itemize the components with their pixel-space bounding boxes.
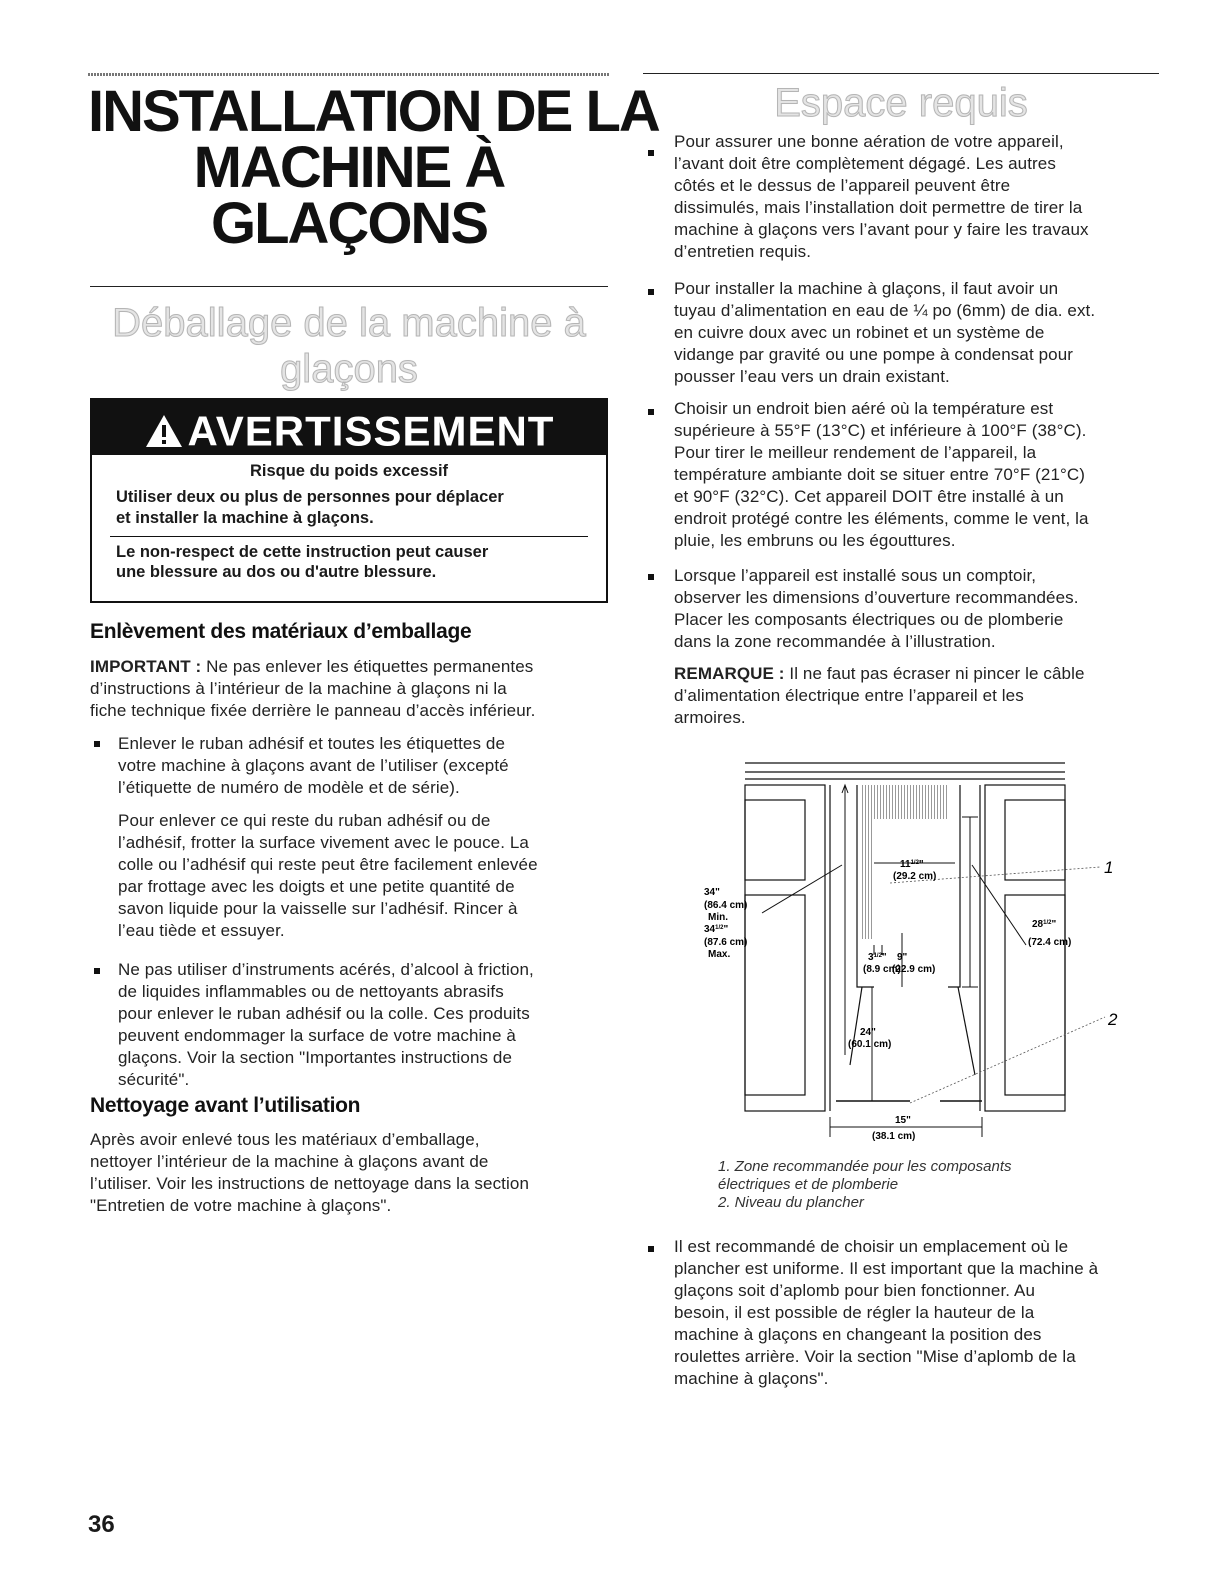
legend-item-1-cont: électriques et de plomberie (718, 1176, 899, 1193)
bullet-line: besoin, il est possible de régler la hauteur de la (674, 1303, 1035, 1322)
paragraph-line: savon liquide pour la vaisselle sur l’adhésif. Rincer à (118, 899, 518, 918)
important-line-2: d’instructions à l’intérieur de la machine à glaçons ni la (90, 679, 507, 698)
bullet-line: pousser l’eau vers un drain existant. (674, 367, 950, 386)
bullet-line: roulettes arrière. Voir la section "Mise d’aplomb de la (674, 1347, 1076, 1366)
dim-3-5: $3^{1/2}$" (868, 952, 887, 963)
callout-2: 2 (1108, 1010, 1118, 1029)
dim-3-5-cm: (8.9 cm) (863, 964, 901, 975)
bullet-line: d’entretien requis. (674, 242, 812, 261)
bullet-line: machine à glaçons". (674, 1369, 829, 1388)
paragraph-line: l’utiliser. Voir les instructions de nettoyage dans la section (90, 1174, 529, 1193)
right-top-rule (643, 73, 1159, 74)
bullet-water-supply (674, 278, 1164, 388)
title-divider (90, 286, 608, 287)
bullet-line: dans la zone recommandée à l’illustration. (674, 632, 996, 651)
bullet-line: vidange par gravité ou une pompe à condensat pour (674, 345, 1074, 364)
paragraph-line: colle ou l’adhésif qui reste peut être facilement enlevée (118, 855, 538, 874)
bullet-temperature (674, 398, 1164, 552)
bullet-marker (648, 409, 654, 415)
warning-header-label: AVERTISSEMENT (187, 407, 555, 455)
warning-subtitle: Risque du poids excessif (249, 462, 449, 480)
bullet-line: Enlever le ruban adhésif et toutes les étiquettes de (118, 734, 506, 753)
important-label: IMPORTANT : (90, 657, 202, 676)
bullet-line: et 90°F (32°C). Cet appareil DOIT être installé à un (674, 487, 1064, 506)
packing-heading: Enlèvement des matériaux d’emballage (90, 620, 472, 643)
bullet-line: tuyau d’alimentation en eau de ¼ po (6mm) de dia. ext. (674, 301, 1096, 320)
note-line-1: Il ne faut pas écraser ni pincer le câble (784, 664, 1085, 683)
note-line-2: d’alimentation électrique entre l’appareil et les (674, 686, 1024, 705)
bullet-remove-tape (118, 733, 618, 799)
bullet-line: Lorsque l’appareil est installé sous un comptoir, (674, 566, 1037, 585)
warning-box (90, 398, 608, 603)
bullet-marker (648, 1246, 654, 1252)
dim-9: 9" (897, 952, 908, 963)
bullet-marker (648, 574, 654, 580)
bullet-line: Pour installer la machine à glaçons, il faut avoir un (674, 279, 1059, 298)
paragraph-line: l’eau tiède et essuyer. (118, 921, 285, 940)
dim-24-cm: (60.1 cm) (848, 1039, 892, 1050)
bullet-no-solvents (118, 959, 618, 1091)
dim-height-b: $34^{1/2}$" (704, 924, 729, 935)
dim-15: 15" (895, 1115, 911, 1126)
bullet-line: Pour tirer le meilleur rendement de l’appareil, la (674, 443, 1037, 462)
title-line-3: GLAÇONS (211, 191, 487, 256)
paragraph-line: par frottage avec les doigts et une petite quantité de (118, 877, 515, 896)
left-cabinet (745, 785, 825, 1111)
warning-line-2: et installer la machine à glaçons. (116, 509, 374, 527)
space-required-heading: Espace requis (774, 81, 1028, 125)
warning-line-1: Utiliser deux ou plus de personnes pour déplacer (116, 488, 504, 506)
bullet-line: Il est recommandé de choisir un emplacement où le (674, 1237, 1069, 1256)
unpacking-heading-line-1: Déballage de la machine à (112, 301, 586, 345)
bullet-line: Pour assurer une bonne aération de votre appareil, (674, 132, 1064, 151)
bullet-line: en cuivre doux avec un robinet et un système de (674, 323, 1045, 342)
warning-separator (110, 536, 588, 537)
unpacking-heading (90, 300, 608, 392)
bullet-line: Ne pas utiliser d’instruments acérés, d’alcool à friction, (118, 960, 534, 979)
bullet-line: plancher est uniforme. Il est important que la machine à (674, 1259, 1099, 1278)
title-line-1: INSTALLATION DE LA (88, 79, 659, 144)
callout-1: 1 (1104, 858, 1114, 877)
legend-item-1: 1. Zone recommandée pour les composants (718, 1158, 1012, 1175)
important-line-1: Ne pas enlever les étiquettes permanentes (201, 657, 534, 676)
bullet-line: pluie, les embruns ou les égouttures. (674, 531, 956, 550)
right-cabinet (985, 785, 1065, 1111)
paragraph-line: "Entretien de votre machine à glaçons". (90, 1196, 392, 1215)
bullet-line: pour enlever le ruban adhésif ou la colle. Ces produits (118, 1004, 530, 1023)
installation-diagram (700, 755, 1130, 1145)
dim-9-cm: (22.9 cm) (892, 964, 936, 975)
dim-28-5-cm: (72.4 cm) (1028, 937, 1072, 948)
bullet-line: votre machine à glaçons avant de l’utiliser (excepté (118, 756, 509, 775)
dim-min: Min. (708, 912, 728, 923)
bullet-level-floor (674, 1236, 1164, 1390)
paragraph-line: Pour enlever ce qui reste du ruban adhésif ou de (118, 811, 491, 830)
bullet-line: dissimulés, mais l’installation doit permettre de tirer la (674, 198, 1083, 217)
bullet-line: endroit protégé contre les éléments, comme le vent, la (674, 509, 1089, 528)
dim-15-cm: (38.1 cm) (872, 1131, 916, 1142)
dim-28-5: $28^{1/2}$" (1032, 919, 1057, 930)
bullet-line: peuvent endommager la surface de votre machine à (118, 1026, 516, 1045)
dim-height-a-cm: (86.4 cm) (704, 900, 748, 911)
important-line-3: fiche technique fixée derrière le panneau d’accès inférieur. (90, 701, 536, 720)
warning-line-3: Le non-respect de cette instruction peut causer (116, 543, 489, 561)
paragraph-line: l’adhésif, frotter la surface vivement avec le pouce. La (118, 833, 529, 852)
page-number: 36 (88, 1511, 115, 1538)
important-paragraph (90, 656, 620, 722)
warning-line-4: une blessure au dos ou d'autre blessure. (116, 563, 437, 581)
tape-removal-paragraph (118, 810, 618, 942)
dim-11-5-cm: (29.2 cm) (893, 871, 937, 882)
bullet-line: l’avant doit être complètement dégagé. Les autres (674, 154, 1056, 173)
bullet-line: l’étiquette de numéro de modèle et de série). (118, 778, 460, 797)
bullet-line: glaçons. Voir la section "Importantes instructions de (118, 1048, 513, 1067)
dim-24: 24" (860, 1027, 876, 1038)
bullet-line: Placer les composants électriques ou de plomberie (674, 610, 1064, 629)
paragraph-line: nettoyer l’intérieur de la machine à glaçons avant de (90, 1152, 489, 1171)
warning-triangle-icon (144, 413, 184, 449)
title-line-2: MACHINE À (193, 135, 505, 200)
bullet-line: température ambiante doit se situer entre 70°F (21°C) (674, 465, 1086, 484)
bullet-under-counter (674, 565, 1164, 653)
recommended-zone-top (862, 785, 948, 819)
bullet-marker (94, 741, 100, 747)
note-label: REMARQUE : (674, 664, 785, 683)
left-cabinet-door (745, 895, 805, 1095)
bullet-marker (94, 968, 100, 974)
page-title (88, 79, 659, 256)
recommended-zone-side (862, 819, 874, 939)
dim-11-5: $11^{1/2}$" (900, 859, 924, 870)
warning-header (92, 400, 606, 455)
top-dotted-rule (88, 73, 610, 76)
bullet-line: supérieure à 55°F (13°C) et inférieure à 100°F (38°C). (674, 421, 1087, 440)
bullet-line: machine à glaçons vers l’avant pour y faire les travaux (674, 220, 1089, 239)
note-line-3: armoires. (674, 708, 746, 727)
bullet-line: Choisir un endroit bien aéré où la température est (674, 399, 1054, 418)
bullet-line: sécurité". (118, 1070, 190, 1089)
dim-height-a: 34" (704, 887, 720, 898)
unpacking-heading-line-2: glaçons (280, 347, 418, 391)
left-cabinet-drawer (745, 800, 805, 880)
note-paragraph (674, 663, 1164, 729)
diagram-legend (718, 1158, 1138, 1212)
bullet-marker (648, 289, 654, 295)
right-cabinet-drawer (1005, 800, 1065, 880)
bullet-line: glaçons soit d’aplomb pour bien fonctionner. Au (674, 1281, 1035, 1300)
bullet-line: côtés et le dessus de l’appareil peuvent être (674, 176, 1011, 195)
legend-item-2: 2. Niveau du plancher (718, 1194, 864, 1211)
bullet-line: de liquides inflammables ou de nettoyants abrasifs (118, 982, 504, 1001)
bullet-line: observer les dimensions d’ouverture recommandées. (674, 588, 1079, 607)
bullet-ventilation (674, 131, 1164, 263)
dim-max: Max. (708, 949, 731, 960)
dim-height-b-cm: (87.6 cm) (704, 937, 748, 948)
bullet-marker (648, 150, 654, 156)
cleaning-paragraph (90, 1129, 620, 1217)
cleaning-heading: Nettoyage avant l’utilisation (90, 1094, 361, 1117)
bullet-line: machine à glaçons en changeant la position des (674, 1325, 1042, 1344)
paragraph-line: Après avoir enlevé tous les matériaux d’emballage, (90, 1130, 480, 1149)
